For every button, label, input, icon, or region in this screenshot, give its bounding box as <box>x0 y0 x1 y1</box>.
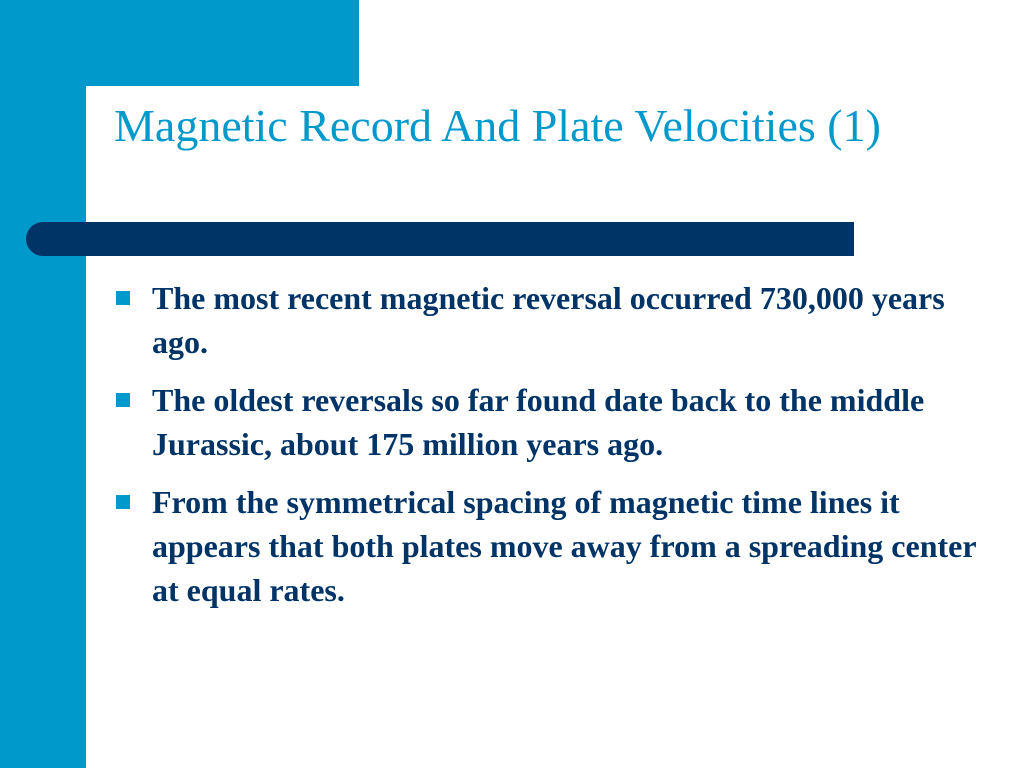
bullet-item <box>114 378 994 466</box>
left-accent-bar <box>0 0 86 768</box>
bullet-item <box>114 480 994 612</box>
bullet-text: From the symmetrical spacing of magnetic time lines it appears that both plates move away from a spreading center at equal rates. <box>152 484 976 608</box>
square-bullet-icon <box>116 291 130 305</box>
bullet-text: The most recent magnetic reversal occurred 730,000 years ago. <box>152 280 945 360</box>
square-bullet-icon <box>116 495 130 509</box>
title-divider-bar <box>26 222 854 256</box>
square-bullet-icon <box>116 393 130 407</box>
top-accent-bar <box>0 0 359 86</box>
bullet-list <box>114 276 994 626</box>
bullet-item <box>114 276 994 364</box>
slide-title: Magnetic Record And Plate Velocities (1) <box>114 100 881 151</box>
bullet-text: The oldest reversals so far found date back to the middle Jurassic, about 175 million years ago. <box>152 382 925 462</box>
